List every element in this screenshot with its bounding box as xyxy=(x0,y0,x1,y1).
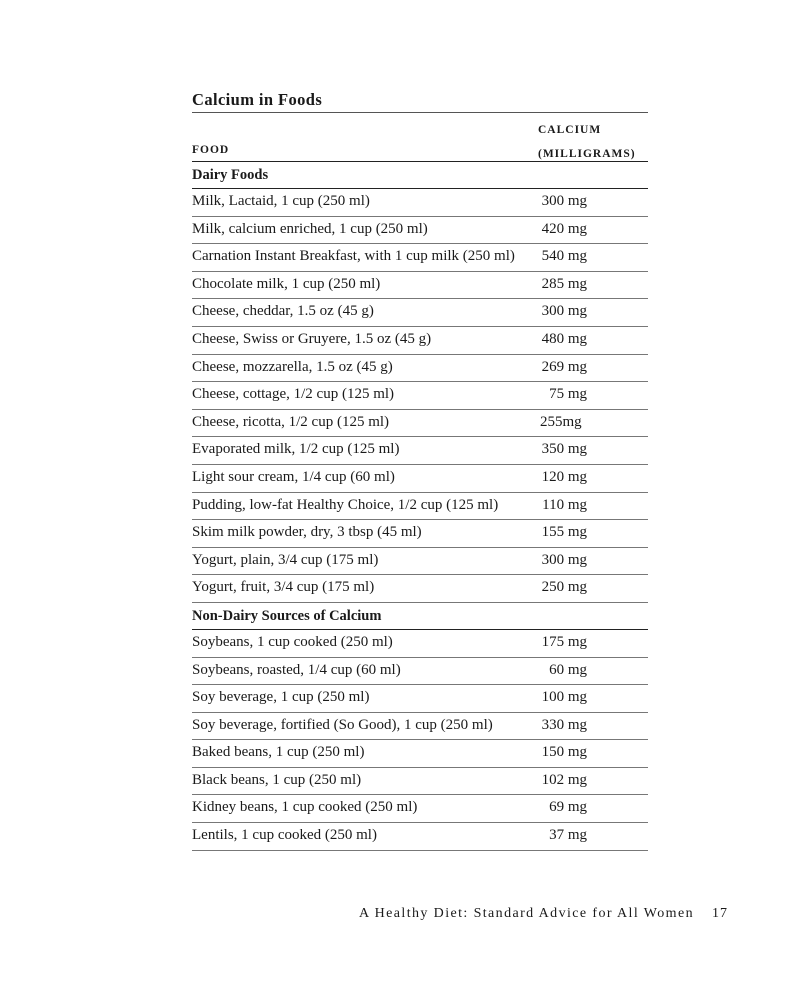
table-title: Calcium in Foods xyxy=(192,88,648,113)
calcium-cell: 100 mg xyxy=(541,689,587,706)
page-footer xyxy=(359,906,728,922)
calcium-cell: 269 mg xyxy=(541,358,587,375)
table-row xyxy=(192,437,648,465)
calcium-table xyxy=(192,88,648,851)
calcium-cell: 420 mg xyxy=(541,220,587,237)
table-row xyxy=(192,465,648,493)
table-row xyxy=(192,548,648,576)
food-cell: Evaporated milk, 1/2 cup (125 ml) xyxy=(192,441,400,458)
calcium-cell: 102 mg xyxy=(541,771,587,788)
calcium-cell: 350 mg xyxy=(541,441,587,458)
table-row xyxy=(192,768,648,796)
calcium-cell: 300 mg xyxy=(541,193,587,209)
food-cell: Black beans, 1 cup (250 ml) xyxy=(192,771,362,788)
table-row xyxy=(192,493,648,521)
table-row xyxy=(192,382,648,410)
calcium-cell: 37 mg xyxy=(549,827,587,844)
table-row xyxy=(192,658,648,686)
food-cell: Baked beans, 1 cup (250 ml) xyxy=(192,744,365,761)
table-row xyxy=(192,189,648,217)
food-cell: Milk, calcium enriched, 1 cup (250 ml) xyxy=(192,220,428,237)
table-row xyxy=(192,299,648,327)
table-row xyxy=(192,272,648,300)
food-cell: Soybeans, roasted, 1/4 cup (60 ml) xyxy=(192,661,401,678)
calcium-cell: 255mg xyxy=(540,413,582,430)
header-calcium-line2: (MILLIGRAMS) xyxy=(538,148,636,160)
calcium-cell: 110 mg xyxy=(542,496,587,513)
calcium-cell: 150 mg xyxy=(541,744,587,761)
table-row xyxy=(192,520,648,548)
calcium-cell: 75 mg xyxy=(549,386,587,403)
food-cell: Skim milk powder, dry, 3 tbsp (45 ml) xyxy=(192,524,422,541)
table-row xyxy=(192,575,648,603)
table-row xyxy=(192,685,648,713)
calcium-cell: 175 mg xyxy=(541,633,587,650)
header-calcium-line1: CALCIUM xyxy=(538,124,602,136)
table-header xyxy=(192,113,648,162)
table-body xyxy=(192,162,648,851)
table-row xyxy=(192,630,648,658)
food-cell: Yogurt, plain, 3/4 cup (175 ml) xyxy=(192,551,379,568)
food-cell: Soy beverage, fortified (So Good), 1 cup (250 ml) xyxy=(192,716,493,733)
running-head: A Healthy Diet: Standard Advice for All Women xyxy=(359,906,694,921)
calcium-cell: 120 mg xyxy=(541,468,587,485)
table-row xyxy=(192,244,648,272)
table-row xyxy=(192,327,648,355)
table-row xyxy=(192,713,648,741)
food-cell: Cheese, ricotta, 1/2 cup (125 ml) xyxy=(192,413,390,430)
calcium-cell: 480 mg xyxy=(541,330,587,347)
table-row xyxy=(192,217,648,245)
food-cell: Cheese, cheddar, 1.5 oz (45 g) xyxy=(192,303,374,320)
table-row xyxy=(192,795,648,823)
calcium-cell: 285 mg xyxy=(541,275,587,292)
food-cell: Kidney beans, 1 cup cooked (250 ml) xyxy=(192,799,418,816)
calcium-cell: 540 mg xyxy=(541,248,587,265)
header-calcium xyxy=(538,118,636,166)
page-number: 17 xyxy=(712,906,728,921)
food-cell: Chocolate milk, 1 cup (250 ml) xyxy=(192,275,381,292)
calcium-cell: 300 mg xyxy=(541,551,587,568)
food-cell: Cheese, Swiss or Gruyere, 1.5 oz (45 g) xyxy=(192,330,432,347)
food-cell: Soy beverage, 1 cup (250 ml) xyxy=(192,689,370,706)
calcium-cell: 155 mg xyxy=(541,524,587,541)
calcium-cell: 330 mg xyxy=(541,716,587,733)
table-row xyxy=(192,823,648,851)
section-heading: Non-Dairy Sources of Calcium xyxy=(192,603,648,630)
food-cell: Cheese, cottage, 1/2 cup (125 ml) xyxy=(192,386,395,403)
food-cell: Carnation Instant Breakfast, with 1 cup milk (250 ml) xyxy=(192,248,515,265)
section-heading: Dairy Foods xyxy=(192,162,648,189)
table-row xyxy=(192,740,648,768)
calcium-cell: 300 mg xyxy=(541,303,587,320)
calcium-cell: 60 mg xyxy=(549,661,587,678)
table-row xyxy=(192,355,648,383)
calcium-cell: 69 mg xyxy=(549,799,587,816)
food-cell: Pudding, low-fat Healthy Choice, 1/2 cup (125 ml) xyxy=(192,496,499,513)
food-cell: Cheese, mozzarella, 1.5 oz (45 g) xyxy=(192,358,393,375)
food-cell: Milk, Lactaid, 1 cup (250 ml) xyxy=(192,193,370,209)
food-cell: Light sour cream, 1/4 cup (60 ml) xyxy=(192,468,395,485)
header-food: FOOD xyxy=(192,144,230,156)
food-cell: Yogurt, fruit, 3/4 cup (175 ml) xyxy=(192,579,375,596)
calcium-cell: 250 mg xyxy=(541,579,587,596)
food-cell: Soybeans, 1 cup cooked (250 ml) xyxy=(192,633,393,650)
table-row xyxy=(192,410,648,438)
food-cell: Lentils, 1 cup cooked (250 ml) xyxy=(192,827,377,844)
